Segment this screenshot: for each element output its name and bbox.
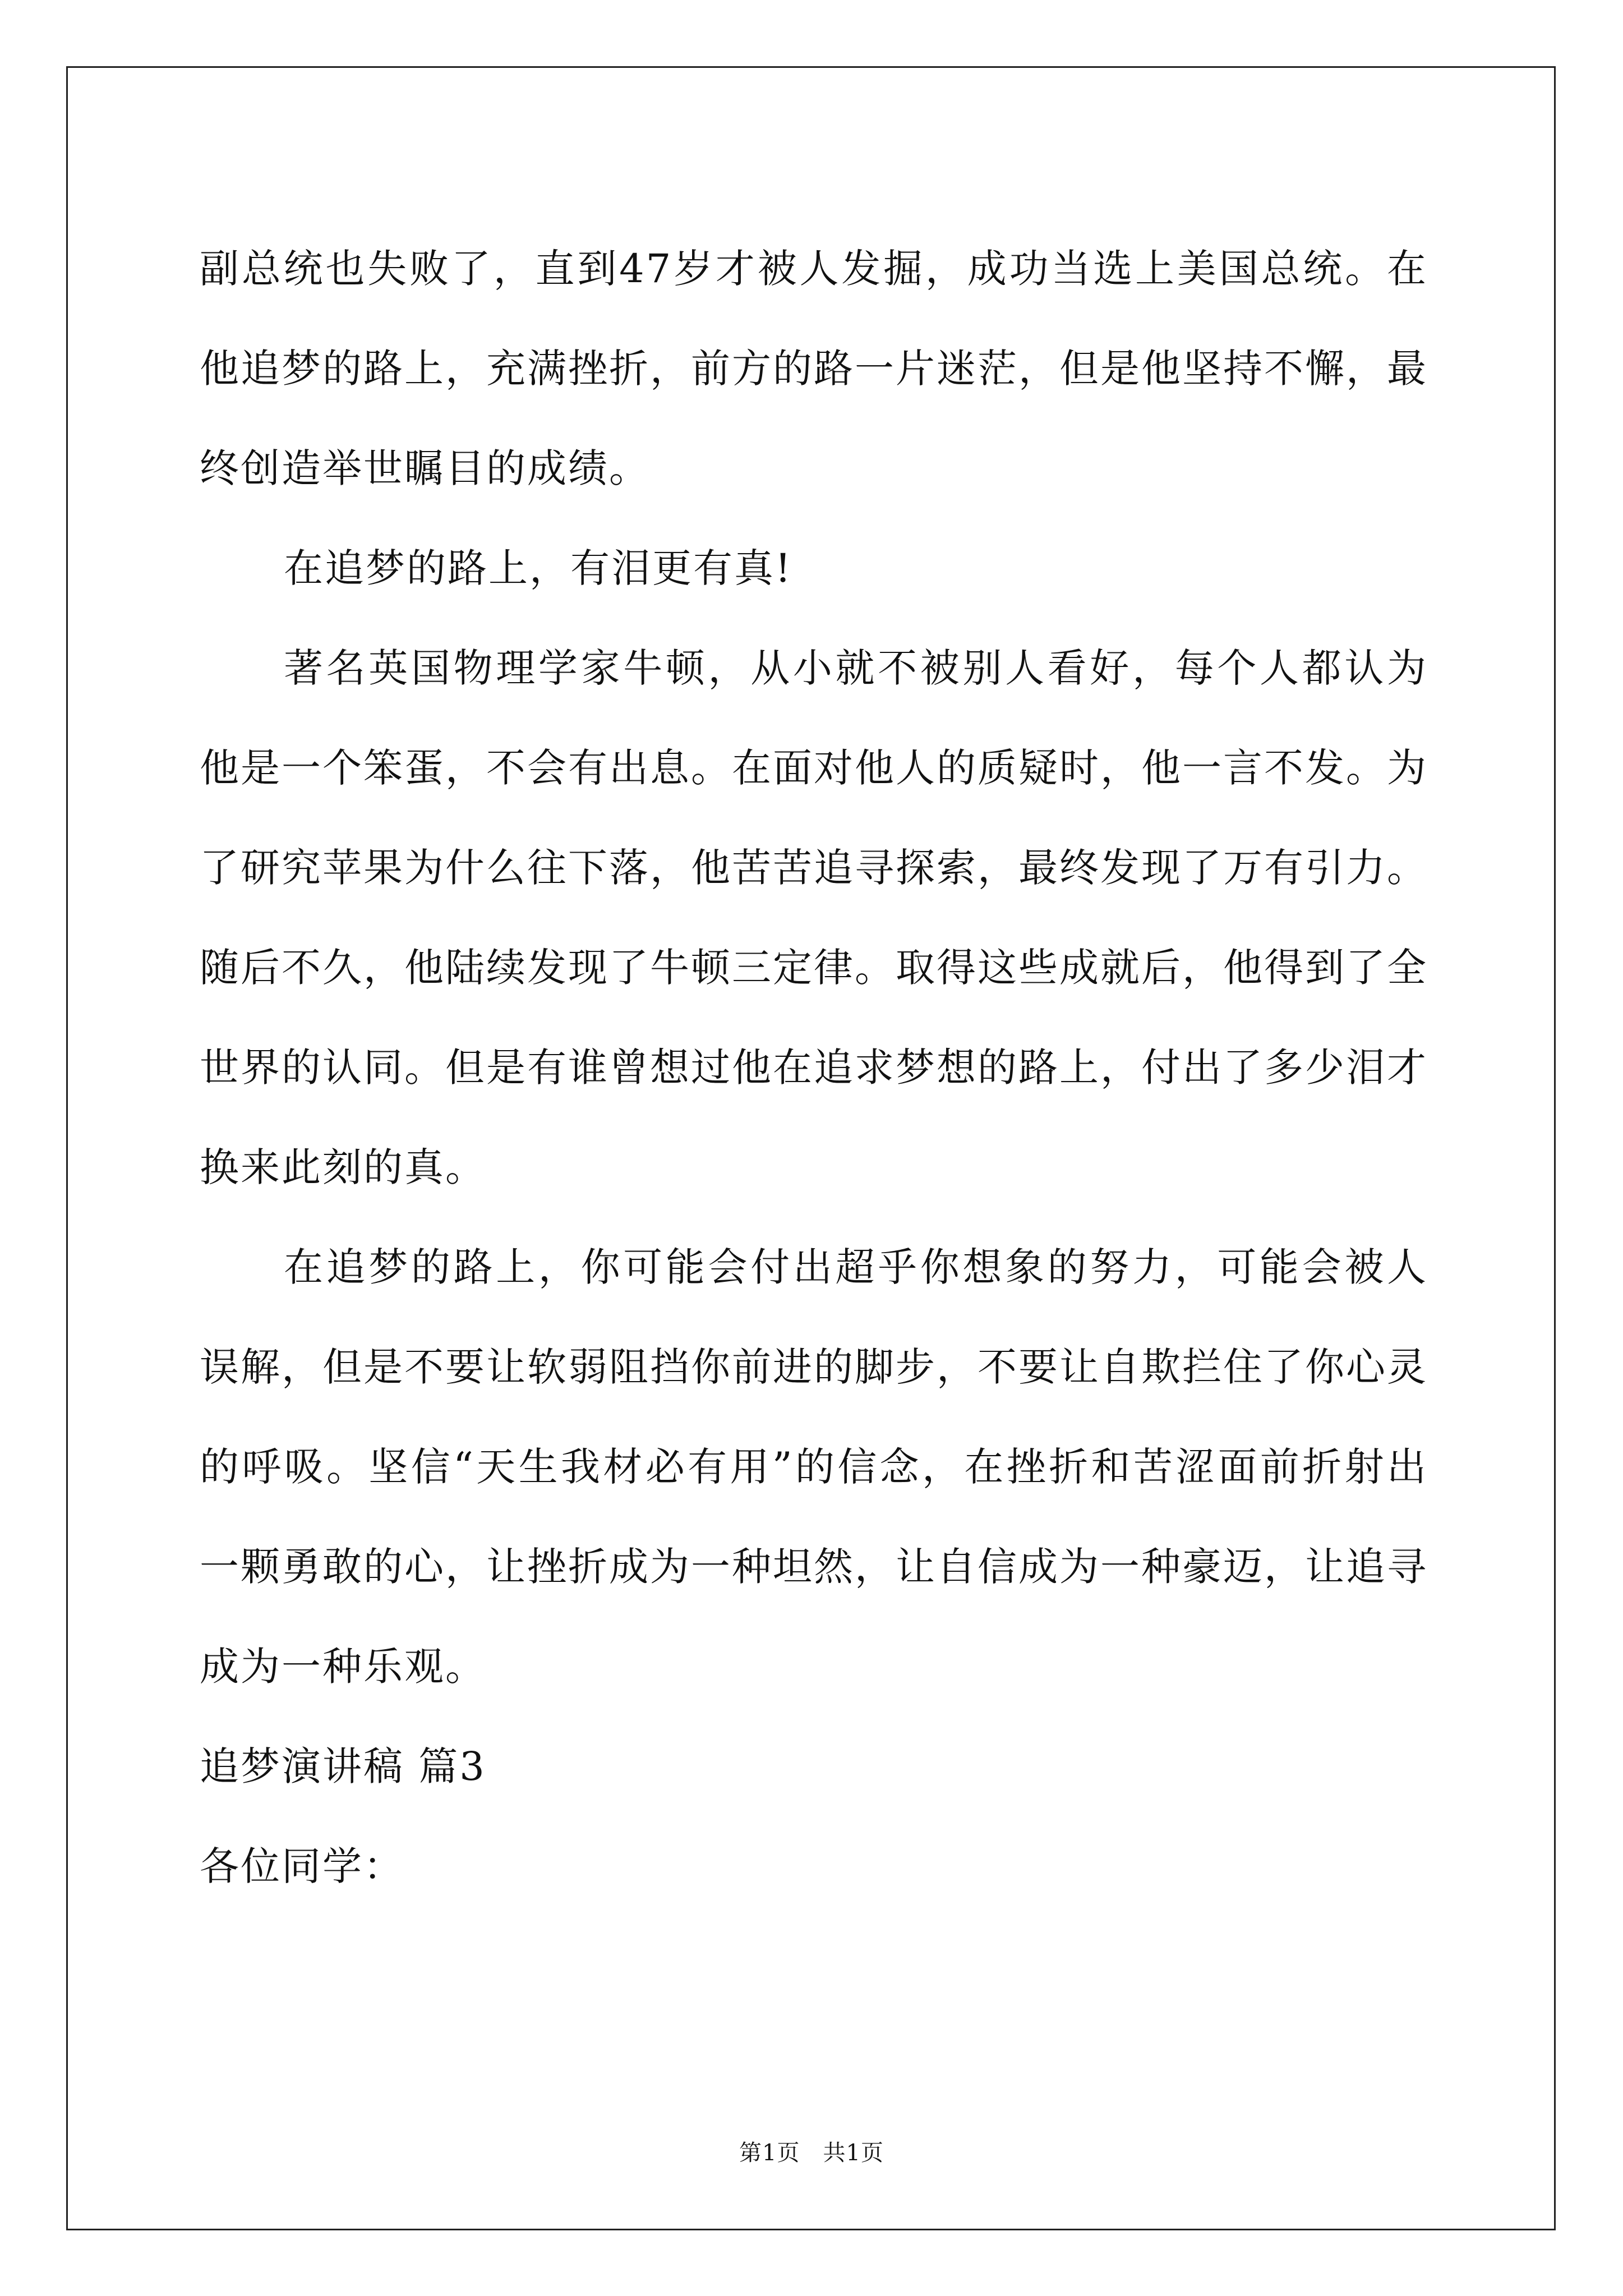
paragraph-4: 在追梦的路上，你可能会付出超乎你想象的努力，可能会被人误解，但是不要让软弱阻挡你前进的脚步，不要让自欺拦住了你心灵的呼吸。坚信“天生我材必有用”的信念，在挫折和苦涩面前折射出一颗勇敢的心，让挫折成为一种坦然，让自信成为一种豪迈，让追寻成为一种乐观。 — [200, 1244, 1428, 1690]
paragraph-2: 在追梦的路上，有泪更有真! — [284, 545, 793, 591]
page-footer: 第1页 共1页 — [739, 2140, 884, 2166]
document-body — [200, 219, 1428, 1916]
paragraph-3: 著名英国物理学家牛顿，从小就不被别人看好，每个人都认为他是一个笨蛋，不会有出息。在面对他人的质疑时，他一言不发。为了研究苹果为什么往下落，他苦苦追寻探索，最终发现了万有引力。随后不久，他陆续发现了牛顿三定律。取得这些成就后，他得到了全世界的认同。但是有谁曾想过他在追求梦想的路上，付出了多少泪才换来此刻的真。 — [200, 645, 1428, 1190]
salutation: 各位同学： — [200, 1843, 404, 1889]
section-heading: 追梦演讲稿 篇3 — [200, 1743, 486, 1789]
paragraph-1: 副总统也失败了，直到47岁才被人发掘，成功当选上美国总统。在他追梦的路上，充满挫折，前方的路一片迷茫，但是他坚持不懈，最终创造举世瞩目的成绩。 — [200, 246, 1428, 491]
